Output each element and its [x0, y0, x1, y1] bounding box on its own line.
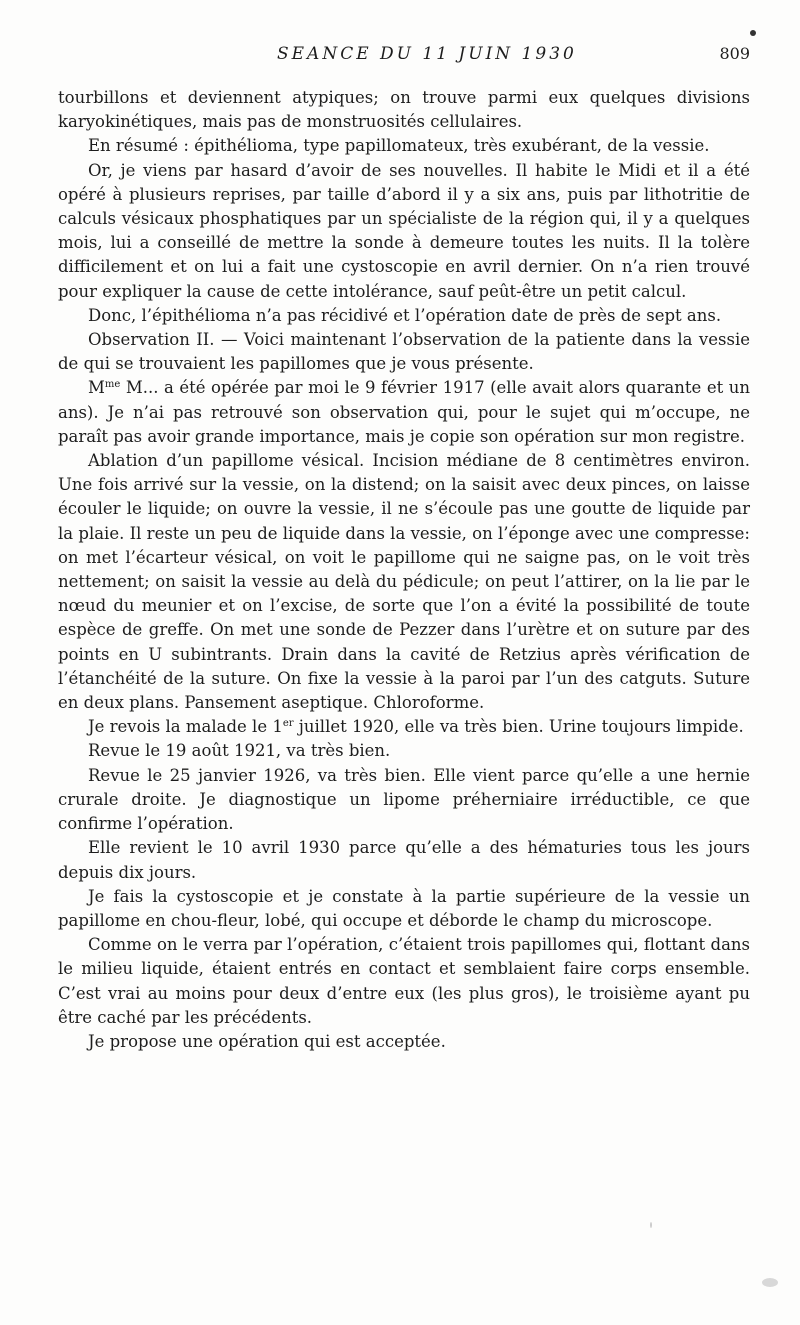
paragraph-8-after: juillet 1920, elle va très bien. Urine toujours limpide. [293, 717, 744, 737]
paragraph-12: Je fais la cystoscopie et je constate à la partie supérieure de la vessie un papillome en chou-fleur, lobé, qui occupe et déborde le champ du microscope. [58, 886, 750, 930]
paragraph-14: Je propose une opération qui est acceptée. [88, 1031, 446, 1051]
paragraph-2: En résumé : épithélioma, type papillomateux, très exubérant, de la vessie. [88, 136, 710, 156]
honorific-superscript: me [104, 379, 121, 391]
paragraph-10: Revue le 25 janvier 1926, va très bien. Elle vient parce qu’elle a une hernie crurale droite. Je diagnostique un lipome préherniaire irréductible, ce que confirme l’opération. [58, 765, 750, 834]
paragraph-6 [58, 376, 750, 449]
paragraph-6-text: M... a été opérée par moi le 9 février 1917 (elle avait alors quarante et un ans). Je n’ai pas retrouvé son observation qui, pour le sujet qui m’occupe, ne paraît pas avoir grande importance, mais je copie son opération sur mon registre. [58, 378, 750, 446]
paragraph-7: Ablation d’un papillome vésical. Incision médiane de 8 centimètres environ. Une fois arrivé sur la vessie, on la distend; on la saisit avec deux pinces, on laisse écouler le liquide; on ouvre la vessie, il ne s’écoule pas une goutte de liquide par la plaie. Il reste un peu de liquide dans la vessie, on l’éponge avec une compresse: on met l’écarteur vésical, on voit le papillome qui ne saigne pas, on le voit très nettement; on saisit la vessie au delà du pédicule; on peut l’attirer, on la lie par le nœud du meunier et on l’excise, de sorte que l’on a évité la possibilité de toute espèce de greffe. On met une sonde de Pezzer dans l’urètre et on suture par des points en U subintrants. Drain dans la cavité de Retzius après vérification de l’étanchéité de la suture. On fixe la vessie à la paroi par l’un des catguts. Suture en deux plans. Pansement aseptique. Chloroforme. [58, 451, 750, 713]
ordinal-superscript: er [282, 718, 294, 730]
paper-speck [762, 1278, 778, 1287]
paragraph-8-before: Je revois la malade le 1 [88, 717, 283, 737]
header-title: SEANCE DU 11 JUIN 1930 [277, 44, 577, 64]
paragraph-11: Elle revient le 10 avril 1930 parce qu’elle a des hématuries tous les jours depuis dix jours. [58, 838, 750, 882]
body-text [58, 86, 750, 1054]
running-header [0, 44, 800, 68]
paragraph-13: Comme on le verra par l’opération, c’étaient trois papillomes qui, flottant dans le milieu liquide, étaient entrés en contact et semblaient faire corps ensemble. C’est vrai au moins pour deux d’entre eux (les plus gros), le troisième ayant pu être caché par les précédents. [58, 935, 750, 1027]
paragraph-4: Donc, l’épithélioma n’a pas récidivé et l’opération date de près de sept ans. [88, 305, 722, 325]
paragraph-8 [58, 715, 750, 739]
paragraph-9: Revue le 19 août 1921, va très bien. [88, 741, 391, 761]
page-number: 809 [719, 44, 750, 63]
honorific: M [88, 378, 105, 398]
paragraph-3: Or, je viens par hasard d’avoir de ses nouvelles. Il habite le Midi et il a été opéré à plusieurs reprises, par taille d’abord il y a six ans, puis par lithotritie de calculs vésicaux phosphatiques par un spécialiste de la région qui, il y a quelques mois, lui a conseillé de mettre la sonde à demeure toutes les nuits. Il la tolère difficilement et on lui a fait une cystoscopie en avril dernier. On n’a rien trouvé pour expliquer la cause de cette intolérance, sauf peût-être un petit calcul. [58, 160, 750, 301]
paper-speck [650, 1222, 652, 1228]
ink-dot [750, 30, 756, 36]
paragraph-observation-2: Observation II. — Voici maintenant l’observation de la patiente dans la vessie de qui se trouvaient les papillomes que je vous présente. [58, 330, 750, 374]
paragraph-1: tourbillons et deviennent atypiques; on trouve parmi eux quelques divisions karyokinétiques, mais pas de monstruosités cellulaires. [58, 88, 750, 132]
